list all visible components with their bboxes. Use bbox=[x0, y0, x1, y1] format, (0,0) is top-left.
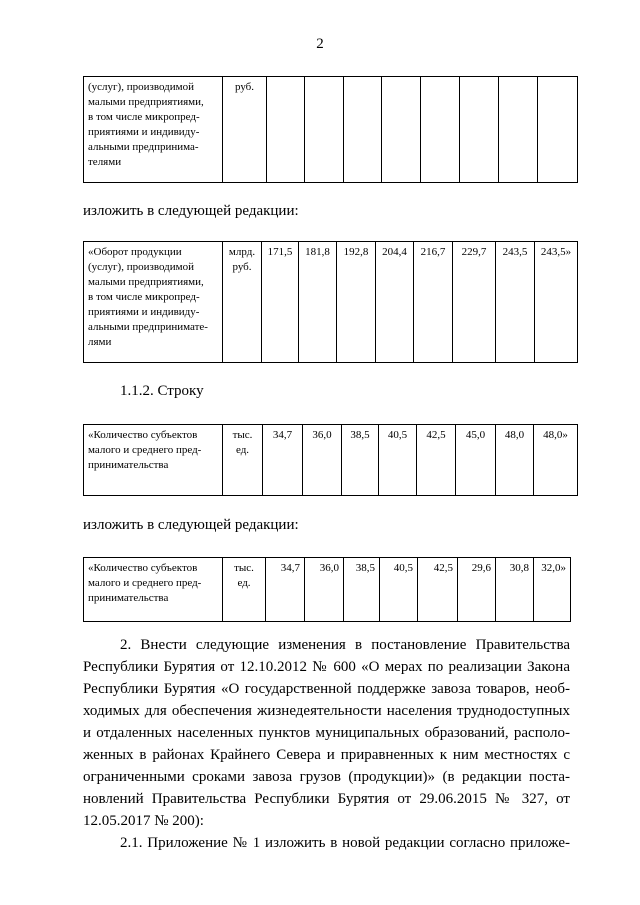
phrase-new-wording-1: изложить в следующей редакции: bbox=[83, 203, 299, 219]
page-number: 2 bbox=[316, 36, 324, 52]
table-cell: 38,5 bbox=[344, 558, 380, 622]
table-cell bbox=[382, 77, 421, 183]
table-row-label: «Количество субъектов малого и среднего пред- принимательства bbox=[84, 425, 223, 496]
table-cell: 29,6 bbox=[458, 558, 496, 622]
table-new-smes bbox=[83, 557, 571, 622]
table-cell: 40,5 bbox=[380, 558, 418, 622]
table-cell: 48,0 bbox=[496, 425, 534, 496]
table-cell bbox=[421, 77, 460, 183]
table-cell: 36,0 bbox=[303, 425, 342, 496]
paragraph-line: 2. Внести следующие изменения в постановление Правительства bbox=[120, 637, 570, 653]
table-cell: 42,5 bbox=[417, 425, 456, 496]
table-cell bbox=[460, 77, 499, 183]
table-unit: руб. bbox=[223, 77, 267, 183]
paragraph-line: Республики Бурятия от 12.10.2012 № 600 «О мерах по реализации Закона bbox=[83, 659, 570, 675]
table-cell bbox=[305, 77, 344, 183]
table-row-label: «Количество субъектов малого и среднего пред- принимательства bbox=[84, 558, 223, 622]
table-unit: млрд. руб. bbox=[223, 242, 262, 363]
paragraph-line: женных в районах Крайнего Севера и приравненных к ним местностях с bbox=[83, 747, 570, 763]
table-cell: 42,5 bbox=[418, 558, 458, 622]
table-cell: 181,8 bbox=[299, 242, 337, 363]
table-row-label: «Оборот продукции (услуг), производимой малыми предприятиями, в том числе микропред- приятиями и индивиду- альными предпринимате- лями bbox=[84, 242, 223, 363]
table-unit: тыс. ед. bbox=[223, 425, 263, 496]
table-cell: 171,5 bbox=[262, 242, 299, 363]
table-cell: 243,5» bbox=[535, 242, 578, 363]
table-cell: 34,7 bbox=[266, 558, 305, 622]
table-cell: 40,5 bbox=[379, 425, 417, 496]
paragraph-2 bbox=[83, 634, 570, 854]
paragraph-2-1: 2.1. Приложение № 1 изложить в новой редакции согласно приложе- bbox=[120, 835, 570, 851]
paragraph-line: Республики Бурятия «О государственной поддержке завоза товаров, необ- bbox=[83, 681, 570, 697]
paragraph-line: ходимых для обеспечения жизнедеятельности населения труднодоступных bbox=[83, 703, 570, 719]
table-cell bbox=[267, 77, 305, 183]
table-cell: 192,8 bbox=[337, 242, 376, 363]
paragraph-line: ограниченными сроками завоза грузов (продукции)» (в редакции поста- bbox=[83, 769, 570, 785]
table-cell: 204,4 bbox=[376, 242, 414, 363]
paragraph-line: и отдаленных населенных пунктов муниципальных образований, располо- bbox=[83, 725, 570, 741]
phrase-new-wording-2: изложить в следующей редакции: bbox=[83, 517, 299, 533]
table-cell: 36,0 bbox=[305, 558, 344, 622]
item-1-1-2: 1.1.2. Строку bbox=[120, 383, 204, 399]
table-cell: 34,7 bbox=[263, 425, 303, 496]
table-cell: 243,5 bbox=[496, 242, 535, 363]
table-cell: 48,0» bbox=[534, 425, 578, 496]
table-unit: тыс. ед. bbox=[223, 558, 266, 622]
table-cell: 216,7 bbox=[414, 242, 453, 363]
paragraph-line: новлений Правительства Республики Бурятия от 29.06.2015 № 327, от bbox=[83, 791, 570, 807]
table-cell bbox=[344, 77, 382, 183]
table-cell: 45,0 bbox=[456, 425, 496, 496]
table-cell: 229,7 bbox=[453, 242, 496, 363]
table-old-smes bbox=[83, 424, 578, 496]
table-cell: 30,8 bbox=[496, 558, 534, 622]
table-old-turnover bbox=[83, 76, 578, 183]
table-cell bbox=[538, 77, 578, 183]
paragraph-line: 12.05.2017 № 200): bbox=[83, 813, 204, 829]
table-cell: 38,5 bbox=[342, 425, 379, 496]
table-cell: 32,0» bbox=[534, 558, 571, 622]
table-row-label: (услуг), производимой малыми предприятиями, в том числе микропред- приятиями и индивиду- альными предпринима- телями bbox=[84, 77, 223, 183]
table-cell bbox=[499, 77, 538, 183]
table-new-turnover bbox=[83, 241, 578, 363]
